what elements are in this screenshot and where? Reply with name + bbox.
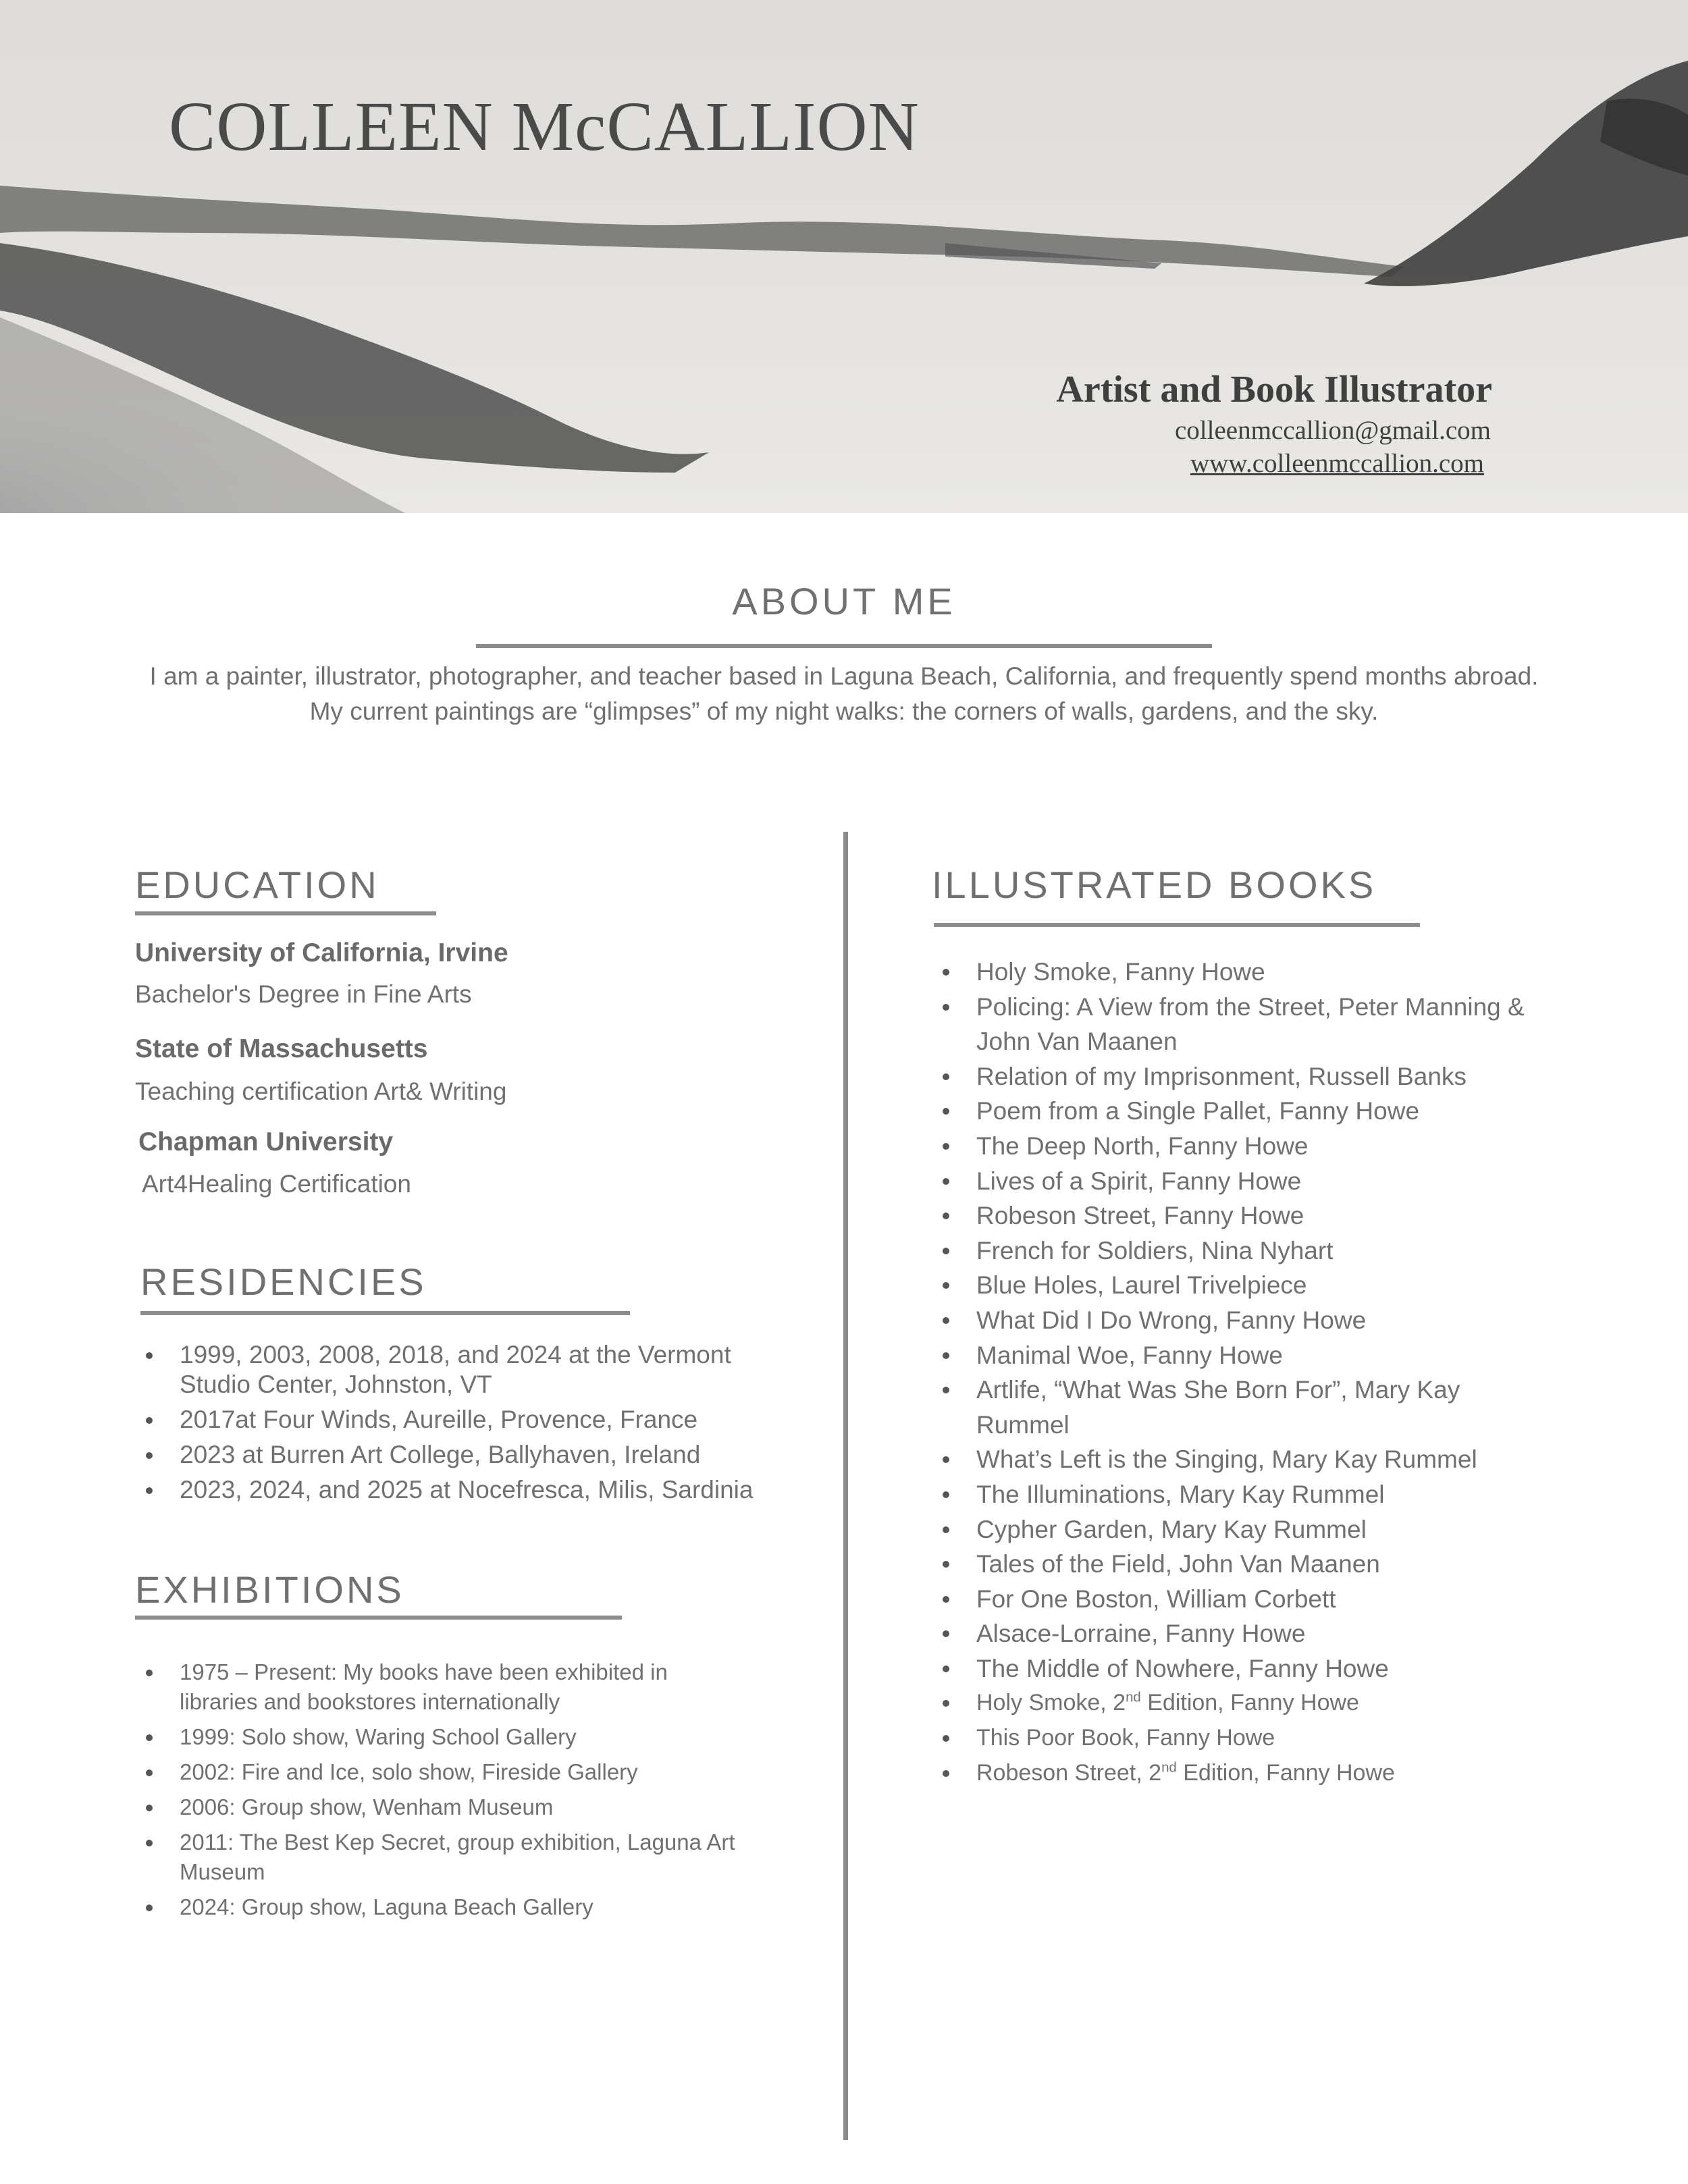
list-item: 1999: Solo show, Waring School Gallery: [136, 1722, 744, 1752]
list-item: 2023 at Burren Art College, Ballyhaven, Ireland: [136, 1440, 758, 1470]
list-item: The Deep North, Fanny Howe: [933, 1129, 1527, 1164]
list-item: The Illuminations, Mary Kay Rummel: [933, 1477, 1527, 1512]
column-divider: [843, 832, 848, 2140]
list-item: Policing: A View from the Street, Peter Manning & John Van Maanen: [933, 990, 1527, 1059]
list-item: Relation of my Imprisonment, Russell Banks: [933, 1059, 1527, 1094]
list-item: Manimal Woe, Fanny Howe: [933, 1338, 1527, 1373]
job-title: Artist and Book Illustrator: [1056, 369, 1492, 410]
residencies-list: [136, 1340, 758, 1510]
books-list: [933, 955, 1527, 1790]
list-item: Alsace-Lorraine, Fanny Howe: [933, 1616, 1527, 1651]
education-institution: Chapman University: [138, 1127, 394, 1156]
list-item: 2023, 2024, and 2025 at Nocefresca, Milis, Sardinia: [136, 1475, 758, 1505]
education-institution: University of California, Irvine: [135, 938, 508, 967]
list-item: 2017at Four Winds, Aureille, Provence, France: [136, 1405, 758, 1435]
list-item: Holy Smoke, 2nd Edition, Fanny Howe: [933, 1686, 1527, 1721]
list-item: 2006: Group show, Wenham Museum: [136, 1792, 744, 1822]
list-item: 1999, 2003, 2008, 2018, and 2024 at the Vermont Studio Center, Johnston, VT: [136, 1340, 758, 1400]
residencies-underline: [140, 1311, 630, 1315]
list-item: This Poor Book, Fanny Howe: [933, 1721, 1527, 1756]
list-item: The Middle of Nowhere, Fanny Howe: [933, 1651, 1527, 1686]
education-heading: EDUCATION: [135, 863, 379, 906]
email-address[interactable]: colleenmccallion@gmail.com: [1175, 416, 1491, 445]
about-paragraph: I am a painter, illustrator, photographer, and teacher based in Laguna Beach, California, and frequently spend months abroad. My current paintings are “glimpses” of my night walks: the corners of walls, gardens, and the sky.: [149, 662, 1539, 725]
list-item: 1975 – Present: My books have been exhibited in libraries and bookstores internationally: [136, 1657, 744, 1717]
list-item: Blue Holes, Laurel Trivelpiece: [933, 1268, 1527, 1303]
list-item: 2002: Fire and Ice, solo show, Fireside Gallery: [136, 1757, 744, 1787]
exhibitions-underline: [135, 1616, 622, 1620]
list-item: For One Boston, William Corbett: [933, 1582, 1527, 1617]
list-item: 2024: Group show, Laguna Beach Gallery: [136, 1892, 744, 1922]
list-item: Poem from a Single Pallet, Fanny Howe: [933, 1094, 1527, 1129]
books-underline: [934, 923, 1420, 927]
header-banner: [0, 0, 1688, 513]
education-detail: Art4Healing Certification: [142, 1170, 411, 1198]
exhibitions-heading: EXHIBITIONS: [135, 1568, 404, 1611]
list-item: Cypher Garden, Mary Kay Rummel: [933, 1512, 1527, 1547]
list-item: Robeson Street, Fanny Howe: [933, 1198, 1527, 1233]
list-item: Robeson Street, 2nd Edition, Fanny Howe: [933, 1756, 1527, 1791]
list-item: Tales of the Field, John Van Maanen: [933, 1547, 1527, 1582]
books-heading: ILLUSTRATED BOOKS: [932, 863, 1377, 906]
education-detail: Bachelor's Degree in Fine Arts: [135, 980, 472, 1008]
list-item: Lives of a Spirit, Fanny Howe: [933, 1164, 1527, 1199]
education-detail: Teaching certification Art& Writing: [135, 1077, 507, 1105]
list-item: Artlife, “What Was She Born For”, Mary Kay Rummel: [933, 1373, 1527, 1442]
list-item: French for Soldiers, Nina Nyhart: [933, 1233, 1527, 1269]
residencies-heading: RESIDENCIES: [140, 1260, 427, 1303]
list-item: 2011: The Best Kep Secret, group exhibition, Laguna Art Museum: [136, 1828, 744, 1887]
list-item: What’s Left is the Singing, Mary Kay Rummel: [933, 1442, 1527, 1477]
person-name: COLLEEN McCALLION: [169, 88, 920, 165]
website-link[interactable]: www.colleenmccallion.com: [1190, 449, 1484, 478]
about-underline: [476, 644, 1212, 648]
about-heading: ABOUT ME: [732, 580, 956, 622]
list-item: Holy Smoke, Fanny Howe: [933, 955, 1527, 990]
education-underline: [135, 911, 436, 915]
education-institution: State of Massachusetts: [135, 1034, 428, 1063]
list-item: What Did I Do Wrong, Fanny Howe: [933, 1303, 1527, 1338]
exhibitions-list: [136, 1657, 744, 1927]
